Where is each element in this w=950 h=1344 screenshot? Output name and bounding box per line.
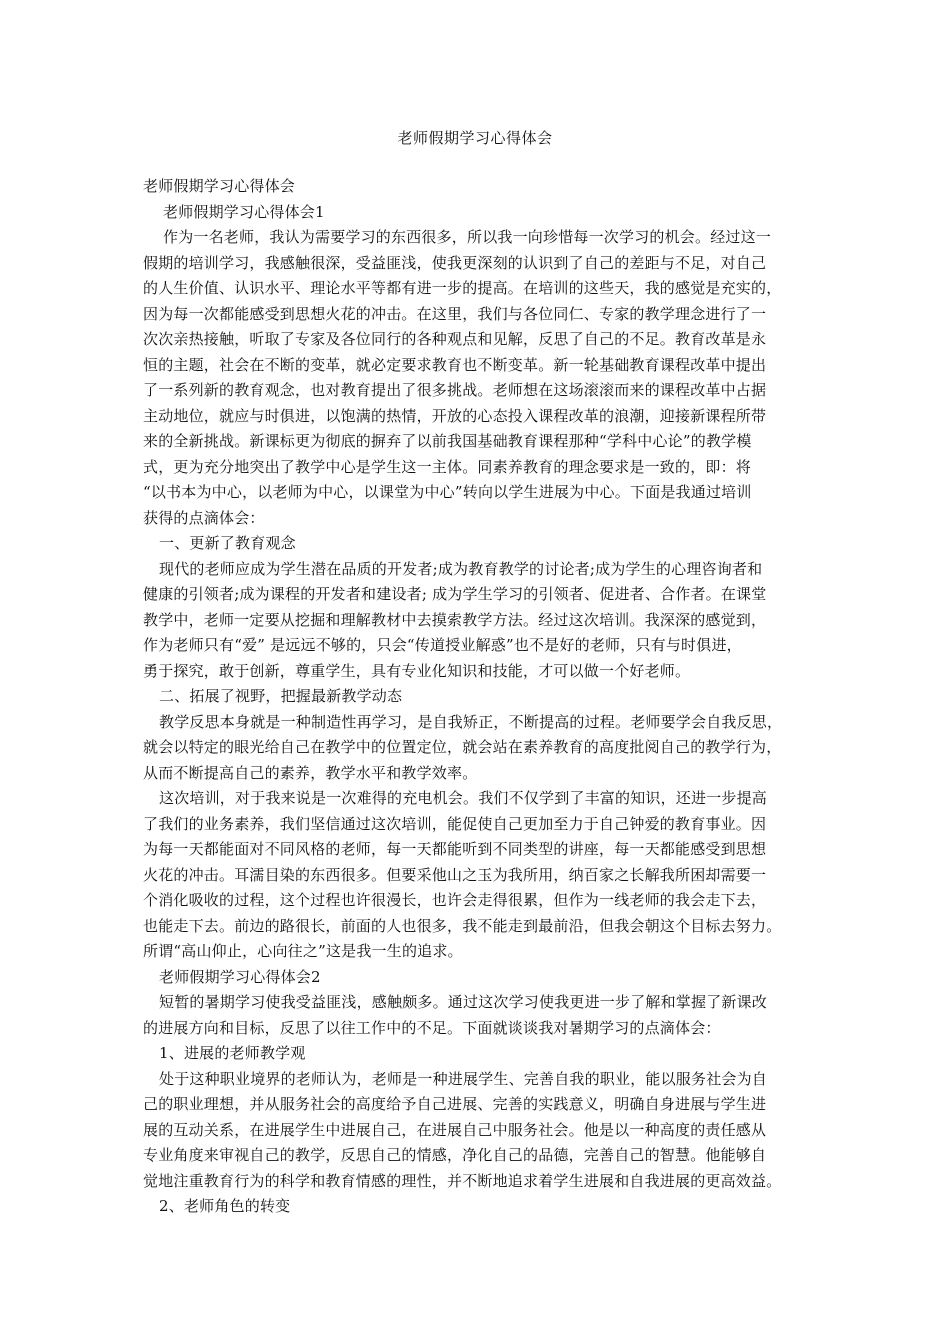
- text-line: 式，更为充分地突出了教学中心是学生这一主体。同素养教育的理念要求是一致的，即：将: [143, 457, 752, 476]
- text-line: 老师假期学习心得体会1: [163, 202, 325, 221]
- text-line: 的人生价值、认识水平、理论水平等都有进一步的提高。在培训的这些天，我的感觉是充实的，: [143, 279, 782, 297]
- text-line: 了我们的业务素养，我们坚信通过这次培训，能促使自己更加至力于自己钟爱的教育事业。因: [143, 814, 767, 833]
- text-line: 教学反思本身就是一种制造性再学习，是自我矫正，不断提高的过程。老师要学会自我反思，: [159, 712, 783, 731]
- text-line: 现代的老师应成为学生潜在品质的开发者;成为教育教学的讨论者;成为学生的心理咨询者和: [159, 559, 763, 578]
- text-line: 1、进展的老师教学观: [159, 1044, 306, 1062]
- text-line: “以书本为中心，以老师为中心，以课堂为中心”转向以学生进展为中心。下面是我通过培训: [143, 483, 752, 501]
- text-line: 也能走下去。前边的路很长，前面的人也很多，我不能走到最前沿，但我会朝这个目标去努力。: [143, 916, 782, 935]
- text-line: 就会以特定的眼光给自己在教学中的位置定位，就会站在素养教育的高度批阅自己的教学行为，: [143, 738, 782, 756]
- text-line: 个消化吸收的过程，这个过程也许很漫长，也许会走得很累，但作为一线老师的我会走下去，: [143, 891, 767, 909]
- text-line: 觉地注重教育行为的科学和教育情感的理性，并不断地追求着学生进展和自我进展的更高效益。: [143, 1171, 782, 1190]
- text-line: 健康的引领者;成为课程的开发者和建设者; 成为学生学习的引领者、促进者、合作者。在课堂: [143, 585, 767, 603]
- text-line: 这次培训，对于我来说是一次难得的充电机会。我们不仅学到了丰富的知识，还进一步提高: [159, 789, 768, 807]
- text-line: 从而不断提高自己的素养，教学水平和教学效率。: [143, 763, 478, 782]
- text-line: 假期的培训学习，我感触很深，受益匪浅，使我更深刻的认识到了自己的差距与不足，对自己: [143, 253, 767, 272]
- text-line: 了一系列新的教育观念，也对教育提出了很多挑战。老师想在这场滚滚而来的课程改革中占据: [143, 381, 767, 399]
- text-line: 老师假期学习心得体会: [143, 177, 296, 195]
- text-line: 次次亲热接触，听取了专家及各位同行的各种观点和见解，反思了自己的不足。教育改革是永: [143, 330, 767, 348]
- text-line: 展的互动关系，在进展学生中进展自己，在进展自己中服务社会。他是以一种高度的责任感从: [143, 1120, 767, 1139]
- text-line: 2、老师角色的转变: [159, 1197, 291, 1215]
- text-line: 教学中，老师一定要从挖掘和理解教材中去摸索教学方法。经过这次培训。我深深的感觉到，: [143, 610, 767, 629]
- text-line: 的进展方向和目标，反思了以往工作中的不足。下面就谈谈我对暑期学习的点滴体会：: [143, 1018, 721, 1037]
- text-line: 作为老师只有“爱” 是远远不够的，只会“传道授业解惑”也不是好的老师，只有与时俱进，: [143, 636, 742, 654]
- text-line: 二、拓展了视野，把握最新教学动态: [159, 687, 403, 705]
- text-line: 处于这种职业境界的老师认为，老师是一种进展学生、完善自我的职业，能以服务社会为自: [159, 1069, 768, 1088]
- text-line: 因为每一次都能感受到思想火花的冲击。在这里，我们与各位同仁、专家的教学理念进行了一: [143, 304, 767, 323]
- document-body: [143, 174, 811, 1220]
- text-line: 为每一天都能面对不同风格的老师，每一天都能听到不同类型的讲座，每一天都能感受到思想: [143, 840, 767, 858]
- text-line: 来的全新挑战。新课标更为彻底的摒弃了以前我国基础教育课程那种“学科中心论”的教学模: [143, 432, 752, 450]
- text-line: 勇于探究，敢于创新，尊重学生，具有专业化知识和技能，才可以做一个好老师。: [143, 661, 691, 680]
- text-line: 己的职业理想，并从服务社会的高度给予自己进展、完善的实践意义，明确自身进展与学生进: [143, 1095, 767, 1113]
- text-line: 一、更新了教育观念: [159, 534, 296, 552]
- text-line: 主动地位，就应与时俱进，以饱满的热情，开放的心态投入课程改革的浪潮，迎接新课程所带: [143, 406, 767, 425]
- document-title: 老师假期学习心得体会: [397, 129, 553, 147]
- text-line: 专业角度来审视自己的教学，反思自己的情感，净化自己的品德，完善自己的智慧。他能够自: [143, 1146, 767, 1164]
- text-line: 获得的点滴体会：: [143, 508, 265, 527]
- text-line: 火花的冲击。耳濡目染的东西很多。但要采他山之玉为我所用，纳百家之长解我所困却需要一: [143, 865, 767, 884]
- text-line: 作为一名老师，我认为需要学习的东西很多，所以我一向珍惜每一次学习的机会。经过这一: [163, 228, 772, 246]
- text-line: 恒的主题，社会在不断的变革，就必定要求教育也不断变革。新一轮基础教育课程改革中提出: [143, 355, 767, 374]
- text-line: 短暂的暑期学习使我受益匪浅，感触颇多。通过这次学习使我更进一步了解和掌握了新课改: [159, 993, 768, 1011]
- text-line: 所谓“高山仰止，心向往之”这是我一生的追求。: [143, 942, 463, 960]
- text-line: 老师假期学习心得体会2: [159, 967, 321, 986]
